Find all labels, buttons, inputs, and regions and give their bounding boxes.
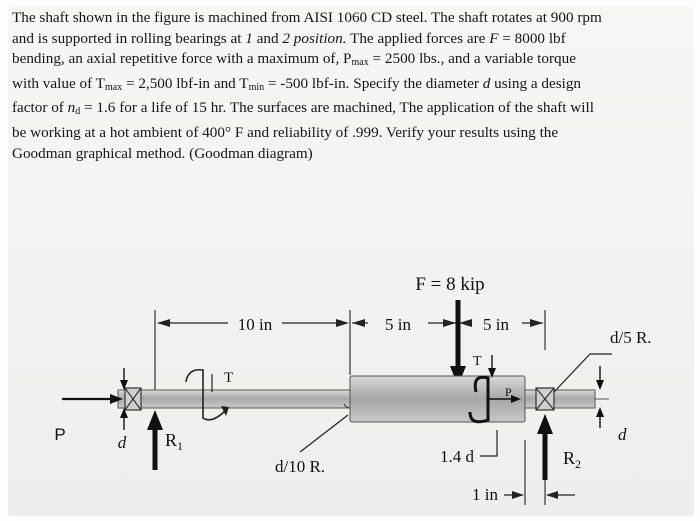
problem-text-run: = 8000 lbf xyxy=(498,29,566,47)
dim-5in-right-label: 5 in xyxy=(483,315,509,334)
dim-5in-left-label: 5 in xyxy=(385,315,411,334)
problem-text-run: factor of xyxy=(12,99,68,117)
P-label: P xyxy=(54,425,66,444)
problem-text-run: min xyxy=(248,81,265,93)
problem-text-run: Goodman graphical method. (Goodman diagram) xyxy=(12,144,313,162)
R1-label: $R_1$ xyxy=(165,430,184,453)
d-left-label: d xyxy=(117,433,127,452)
problem-text-run: with value of T xyxy=(12,74,105,92)
problem-text-run: = 2,500 lbf-in and T xyxy=(122,74,249,92)
problem-text-run: max xyxy=(104,81,123,93)
problem-text-run: F xyxy=(489,29,499,47)
hub-diameter-label: 1.4 d xyxy=(440,447,474,466)
dimension-5in-right xyxy=(459,315,543,334)
reaction-R2 xyxy=(537,414,581,480)
dimension-d-right xyxy=(596,366,627,444)
d-right-label: d xyxy=(618,425,627,444)
shaft-small-diameter xyxy=(118,390,352,408)
fillet-left-callout xyxy=(275,415,348,476)
problem-text-run: d xyxy=(482,74,491,92)
bearing-2 xyxy=(536,388,554,410)
problem-text-run: = 2500 lbs., and a variable torque xyxy=(368,50,576,68)
dimension-5in-left xyxy=(352,315,456,334)
problem-text-run: The shaft shown in the figure is machined from AISI 1060 CD steel. The shaft rotates at 900 rpm xyxy=(12,9,602,26)
fillet-right-label: d/5 R. xyxy=(610,328,652,347)
R2-label: $R_2$ xyxy=(563,448,582,471)
bearing-1 xyxy=(125,388,141,410)
problem-text-run: = -500 lbf-in. Specify the diameter xyxy=(264,74,483,92)
problem-text-run: max xyxy=(351,57,369,69)
problem-text-run: bending, an axial repetitive force with a maximum of, P xyxy=(12,50,352,68)
problem-text-run: The applied forces are xyxy=(346,29,490,47)
problem-text-run: 1 xyxy=(245,29,253,47)
problem-text-run: and xyxy=(252,29,283,47)
problem-text-run: = 1.6 for a life of 15 hr. The surfaces are machined, The application of the shaft will xyxy=(80,99,594,117)
dim-10in-label: 10 in xyxy=(237,315,273,334)
dimension-10in xyxy=(157,315,349,334)
force-F-label: F = 8 kip xyxy=(415,274,485,295)
P-right-label: P xyxy=(505,385,512,399)
hub-diameter-callout xyxy=(440,430,497,466)
problem-text-run: and is supported in rolling bearings at xyxy=(12,29,246,47)
fillet-left-label: d/10 R. xyxy=(274,457,326,476)
problem-text-run: be working at a hot ambient of 400° F and reliability of .999. Verify your results using the xyxy=(12,123,559,141)
dim-1in-label: 1 in xyxy=(472,485,498,504)
problem-text-run: 2 position. xyxy=(282,29,347,47)
dimension-1in xyxy=(472,485,575,504)
T-left-label: T xyxy=(224,370,234,386)
problem-text-run: n xyxy=(67,99,76,117)
T-right-label: T xyxy=(473,354,482,369)
problem-text-run: d xyxy=(75,106,81,118)
axial-force-P xyxy=(54,394,123,444)
reaction-R1 xyxy=(147,410,183,470)
force-F xyxy=(415,274,484,386)
problem-text-run: using a design xyxy=(490,74,582,92)
